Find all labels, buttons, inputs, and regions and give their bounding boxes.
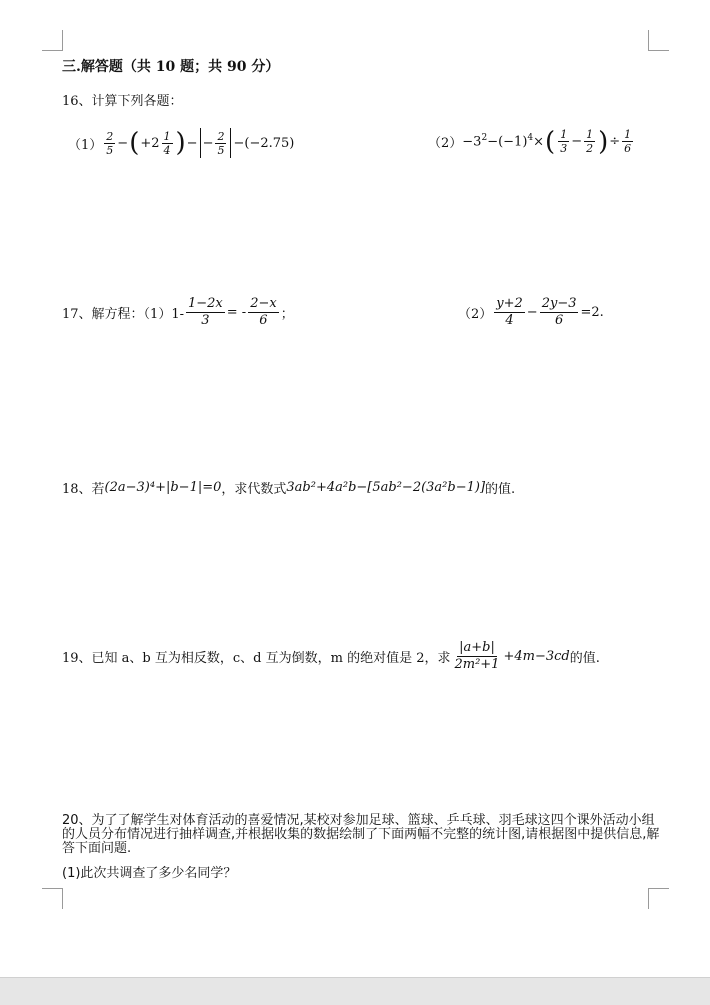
question-17: [62, 296, 294, 329]
equals-sign: = -: [226, 305, 247, 320]
semicolon: ；: [280, 307, 294, 322]
fraction: $\frac{1}{2}$: [586, 128, 594, 155]
status-bar: [0, 977, 710, 1005]
section-title: 三.解答题（共 10 题；共 90 分）: [62, 59, 280, 75]
fraction: $\frac{1}{6}$: [624, 128, 632, 155]
fraction: $\frac{2y-3}{6}$: [541, 296, 577, 328]
margin-corner-top-left: [42, 30, 63, 51]
algebraic-expression: +4m−3cd: [503, 649, 570, 664]
question-16: 16、计算下列各题：: [62, 94, 183, 109]
question-16-part-1: （1） $\frac{2}{5}$ − ( +2 $\frac{1}{4}$ ) − − $\frac{2}{5}$ −(−2.75): [68, 128, 295, 158]
question-20: 20、为了了解学生对体育活动的喜爱情况,某校对参加足球、篮球、乒乓球、羽毛球这四个课外活动小组的人员分布情况进行抽样调查,并根据收集的数据绘制了下面两幅不完整的统计图,请根据图中提供信息,解答下面问题.: [62, 813, 660, 856]
algebraic-expression: 3ab²+4a²b−[5ab²−2(3a²b−1)]: [286, 480, 486, 495]
fraction: $\frac{1}{3}$: [560, 128, 568, 155]
equation-rhs: =2.: [580, 305, 604, 320]
fraction: $\frac{2}{5}$: [217, 129, 225, 157]
fraction: $\frac{1-2x}{3}$: [187, 296, 223, 328]
question-20-sub-1: (1)此次共调查了多少名同学？: [62, 866, 237, 881]
margin-corner-top-right: [648, 30, 669, 51]
fraction: $\frac{1}{4}$: [163, 129, 171, 157]
part-label: （1）: [68, 137, 103, 153]
question-18: [62, 478, 515, 497]
question-18-prefix: 18、若: [62, 482, 105, 497]
question-18-mid: ，求代数式: [221, 482, 287, 497]
minus-sign: −: [526, 305, 538, 320]
fraction: $\frac{2-x}{6}$: [250, 296, 277, 328]
margin-corner-bottom-left: [42, 888, 63, 909]
question-17-prefix: 17、解方程：（1）1-: [62, 307, 184, 322]
fraction: $\frac{y+2}{4}$: [496, 296, 523, 328]
fraction: $\frac{2}{5}$: [106, 129, 114, 157]
question-17-part-2: [458, 296, 604, 329]
question-18-suffix: 的值.: [485, 482, 516, 497]
question-19-prefix: 19、已知 a、b 互为相反数，c、d 互为倒数，m 的绝对值是 2，求: [62, 651, 451, 666]
part-label: （2）: [428, 136, 463, 151]
question-19-suffix: 的值.: [569, 651, 600, 666]
question-19: [62, 640, 600, 673]
condition-expression: (2a−3)⁴+|b−1|=0: [104, 480, 222, 495]
question-16-part-2: （2） $-3^2-(-1)^4\times$ ( $\frac{1}{3}$ − $\frac{1}{2}$ ) ÷ $\frac{1}{6}$: [428, 126, 632, 157]
part-label: （2）: [458, 307, 493, 322]
margin-corner-bottom-right: [648, 888, 669, 909]
fraction: $\frac{|a+b|}{\text{2m²+1}}$: [454, 640, 500, 672]
